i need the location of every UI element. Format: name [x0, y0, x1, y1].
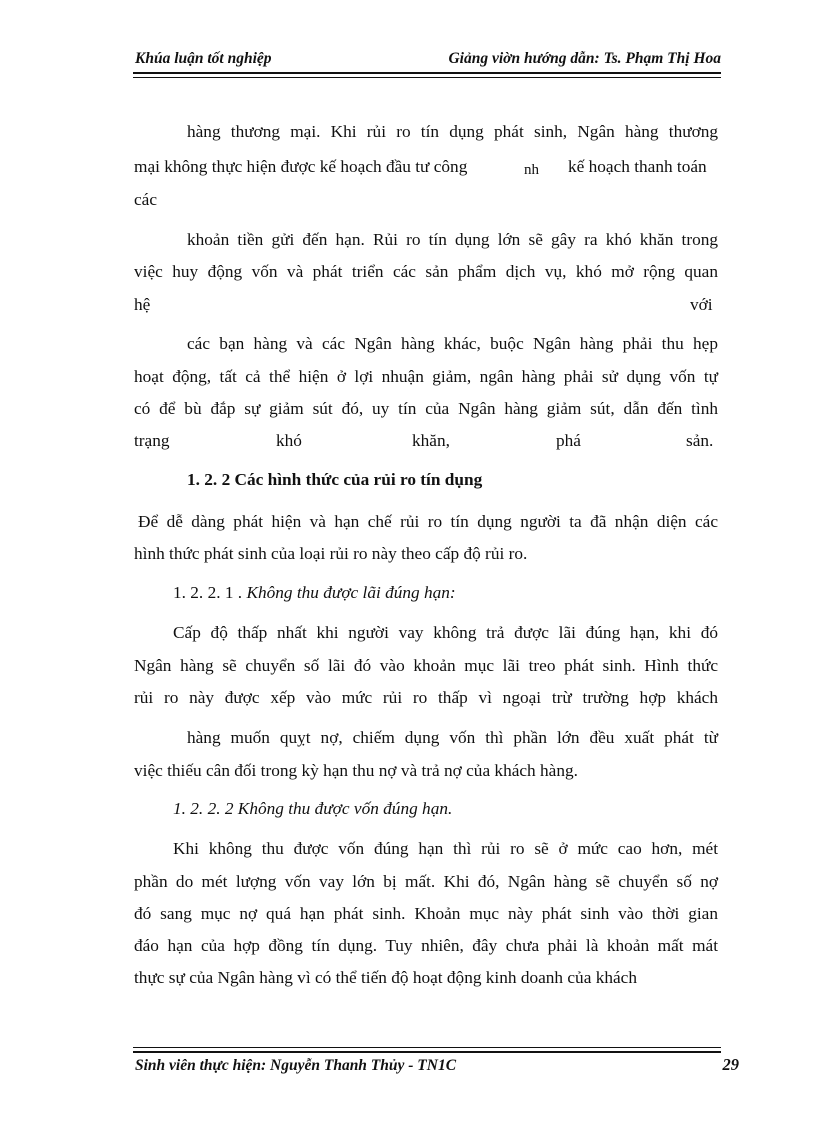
- body-fragment: nh: [524, 162, 539, 178]
- body-line: các bạn hàng và các Ngân hàng khác, buộc Ngân hàng phải thu hẹp: [187, 334, 718, 353]
- body-line: hình thức phát sinh của loại rủi ro này theo cấp độ rủi ro.: [134, 544, 528, 563]
- footer-rule-thick: [133, 1051, 721, 1053]
- body-line: khoản tiền gửi đến hạn. Rủi ro tín dụng lớn sẽ gây ra khó khăn trong: [187, 230, 718, 249]
- subsection-title: Không thu được lãi đúng hạn:: [246, 583, 456, 602]
- body-line: hàng thương mại. Khi rủi ro tín dụng phát sinh, Ngân hàng thương: [187, 122, 718, 141]
- body-word: phá: [556, 431, 581, 450]
- body-line: việc huy động vốn và phát triển các sản phẩm dịch vụ, khó mở rộng quan: [134, 262, 718, 281]
- footer-rule-thin: [133, 1047, 721, 1048]
- body-line: hoạt động, tất cả thể hiện ở lợi nhuận giảm, ngân hàng phải sử dụng vốn tự: [134, 367, 718, 386]
- header-rule-thick: [133, 72, 721, 74]
- subsection-heading: [173, 582, 456, 604]
- body-line: thực sự của Ngân hàng vì có thể tiến độ hoạt động kinh doanh của khách: [134, 968, 637, 987]
- body-line: đáo hạn của hợp đồng tín dụng. Tuy nhiên, đây chưa phải là khoản mất mát: [134, 936, 718, 955]
- body-line: rủi ro này được xếp vào mức rủi ro thấp vì ngoại trừ trường hợp khách: [134, 688, 718, 707]
- body-line: kế hoạch thanh toán: [568, 157, 707, 176]
- body-word: khó: [276, 431, 302, 450]
- section-heading: 1. 2. 2 Các hình thức của rủi ro tín dụng: [187, 470, 483, 489]
- body-word: trạng: [134, 431, 170, 450]
- subsection-number: 1. 2. 2. 1 .: [173, 583, 243, 602]
- body-line: với: [690, 295, 713, 314]
- header-rule-thin: [133, 77, 721, 78]
- body-line: Khi không thu được vốn đúng hạn thì rủi ro sẽ ở mức cao hơn, mét: [173, 839, 718, 858]
- body-word: khăn,: [412, 431, 450, 450]
- body-line: Ngân hàng sẽ chuyển số lãi đó vào khoản mục lãi treo phát sinh. Hình thức: [134, 656, 718, 675]
- header-supervisor: Giảng viờn hướng dẫn: Ts. Phạm Thị Hoa: [448, 50, 721, 67]
- body-line: Để dễ dàng phát hiện và hạn chế rủi ro tín dụng người ta đã nhận diện các: [138, 512, 718, 531]
- body-line: Cấp độ thấp nhất khi người vay không trả được lãi đúng hạn, khi đó: [173, 623, 718, 642]
- body-line: các: [134, 190, 158, 209]
- body-line: hàng muốn quỵt nợ, chiếm dụng vốn thì phần lớn đều xuất phát từ: [187, 728, 718, 747]
- body-word: sản.: [686, 431, 714, 450]
- body-line: hệ: [134, 295, 151, 314]
- header-thesis-title: Khúa luận tốt nghiệp: [135, 50, 272, 67]
- body-line: có để bù đắp sự giảm sút đó, uy tín của Ngân hàng giảm sút, dẫn đến tình: [134, 399, 718, 418]
- body-line: mại không thực hiện được kế hoạch đầu tư công: [134, 157, 468, 176]
- page-number: 29: [722, 1055, 739, 1074]
- subsection-heading: 1. 2. 2. 2 Không thu được vốn đúng hạn.: [173, 799, 453, 818]
- body-line: phần do mét lượng vốn vay lớn bị mất. Khi đó, Ngân hàng sẽ chuyển số nợ: [134, 872, 718, 891]
- footer-student: Sinh viên thực hiện: Nguyễn Thanh Thủy - TN1C: [135, 1057, 457, 1074]
- body-line: việc thiếu cân đối trong kỳ hạn thu nợ và trả nợ của khách hàng.: [134, 761, 578, 780]
- body-line: đó sang mục nợ quá hạn phát sinh. Khoản mục này phát sinh vào thời gian: [134, 904, 718, 923]
